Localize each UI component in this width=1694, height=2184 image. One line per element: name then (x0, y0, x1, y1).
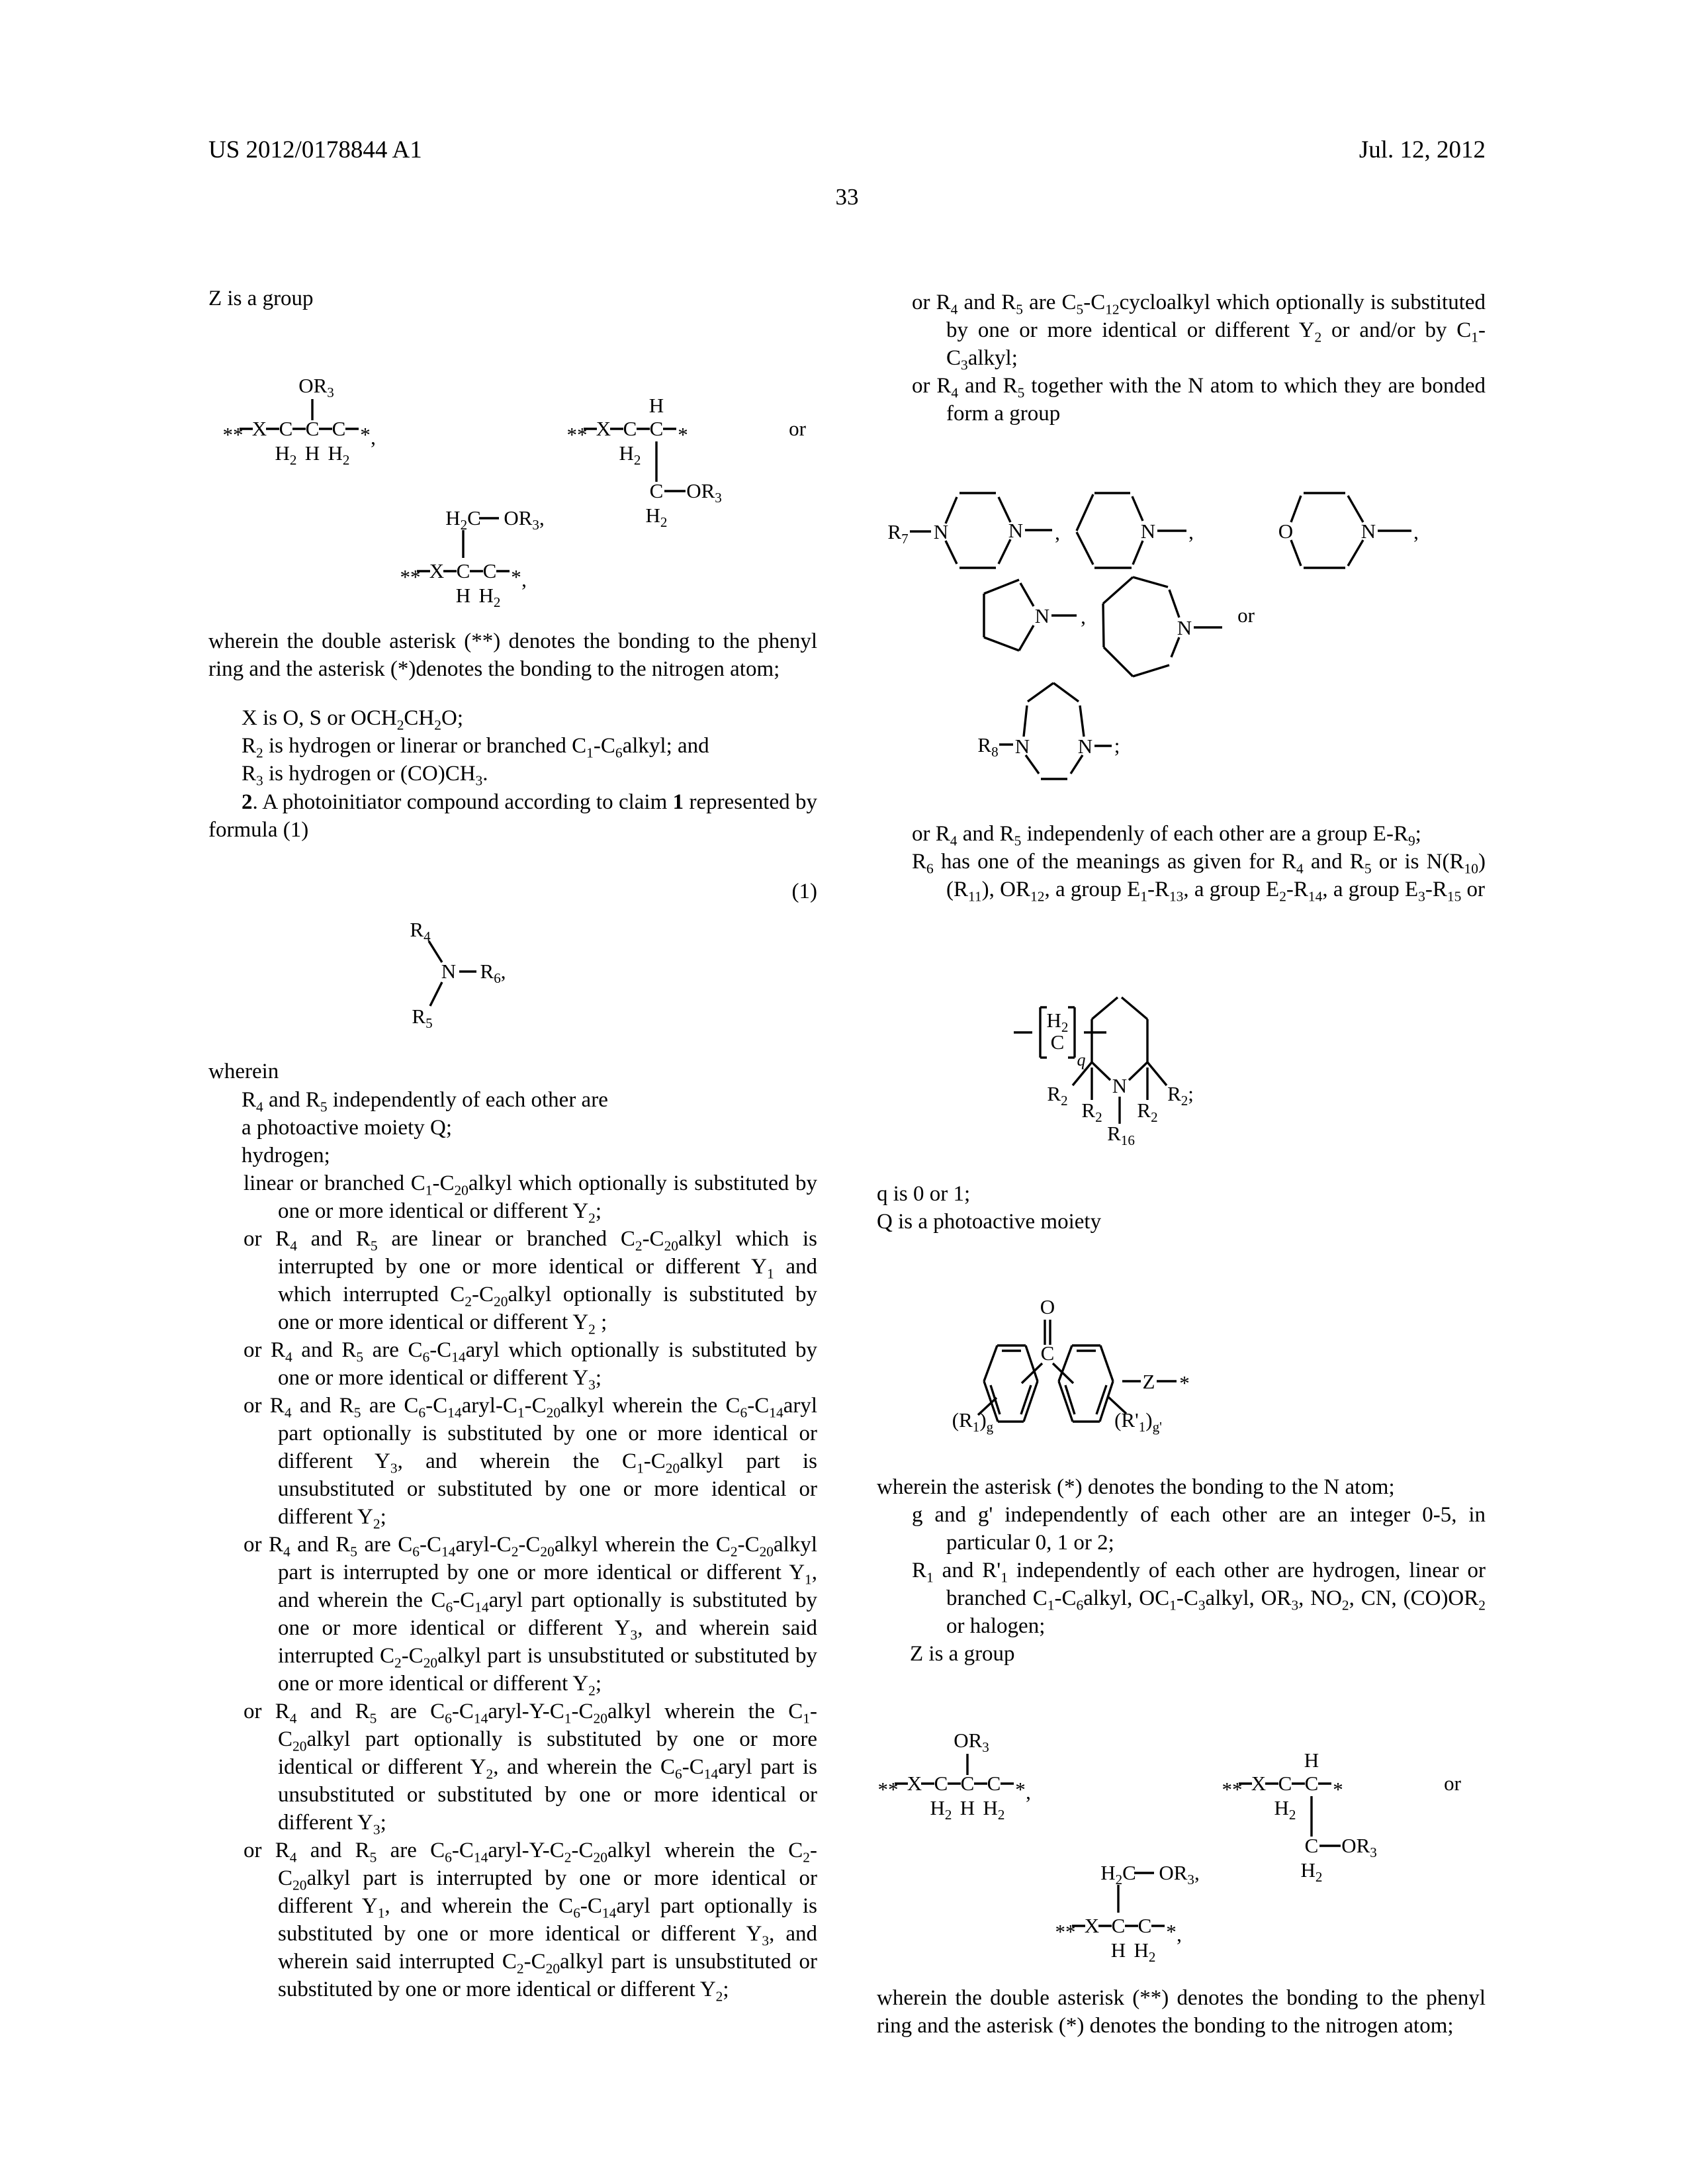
asterisk-notes-and-z (877, 1473, 1486, 1668)
atom-label: $R_2$ (1137, 1099, 1158, 1125)
atom-label: $H_2$ (1300, 1858, 1323, 1885)
atom-label: N (1112, 1074, 1128, 1097)
definitions-x-r2-r3-line: $R_3$ is hydrogen or $(CO)CH_3$. (242, 762, 488, 789)
bond-line (1171, 637, 1179, 657)
atom-label: X (251, 417, 267, 440)
atom-label: X (596, 417, 611, 440)
e-r9-r6-clauses-line: $R_6$ has one of the meanings as given for $R_4$ and $R_5$ or is $N(R_{10})(R_{11})$, $OR_{12}$, a group $E_1-R_{13}$, a group $E_2-R_{14}$, a group $E_3-R_{15}$ or (912, 850, 1486, 905)
r4-r5-definitions-line: a photoactive moiety Q; (242, 1116, 452, 1140)
piperidine-q-structure (1006, 979, 1204, 1152)
atom-label: ** (877, 1778, 899, 1801)
z-group-note (208, 627, 817, 683)
atom-label: C (332, 417, 346, 440)
atom-label: $H_2$ (275, 441, 297, 468)
bond-line (1026, 1345, 1038, 1381)
cycloalkyl-clauses-line: or $R_4$ and $R_5$ are $C_5-C_{12}cycloalkyl$ which optionally is substituted by one or more identical or different $Y_2$ or and/or by $C_1-C_3alkyl$; (912, 291, 1486, 373)
bond-line (1053, 1363, 1073, 1383)
bond-line (1021, 1385, 1031, 1414)
atom-label: or (789, 417, 806, 440)
bond-line (1147, 1062, 1167, 1085)
atom-label: C (279, 417, 293, 440)
bond-line (429, 941, 442, 962)
definitions-x-r2-r3-line: X is O, S or $OCH_2CH_2O$; (242, 706, 463, 733)
atom-label: , (1026, 1780, 1031, 1803)
atom-label: C (305, 417, 320, 440)
cycloalkyl-clauses-line: or $R_4$ and $R_5$ together with the N atom to which they are bonded form a group (912, 374, 1486, 426)
atom-label: N (933, 520, 949, 543)
atom-label: $R_7$ (887, 520, 909, 547)
bond-line (1133, 577, 1168, 587)
r4-r5-definitions (208, 1086, 817, 2003)
asterisk-notes-and-z-line: $R_1$ and $R'_1$ independently of each other are hydrogen, linear or branched $C_1-C_6alkyl$, $OC_1-C_3alkyl$, $OR_3$, $NO_2$, CN, $(CO)OR_2$ or halogen; (912, 1559, 1486, 1638)
atom-label: $H_2$ (645, 504, 668, 530)
atom-label: $H_2$ (478, 584, 501, 610)
r4-r5-definitions-line: hydrogen; (242, 1144, 330, 1167)
bond-line (1077, 532, 1093, 565)
atom-label: N (441, 960, 457, 983)
asterisk-notes-and-z-line: Z is a group (910, 1642, 1015, 1666)
atom-label: N (1360, 520, 1376, 543)
atom-label: C (960, 1772, 975, 1795)
atom-label: $R_8$ (977, 733, 999, 760)
atom-label: C (1278, 1772, 1292, 1795)
bond-line (984, 637, 1019, 651)
r4-r5-definitions-line: or $R_4$ and $R_5$ are $C_6-C_{14}aryl-Y-C_2-C_{20}alkyl$ wherein the $C_2-C_{20}alkyl$ part is interrupted by one or more identical or different $Y_1$, and wherein the $C_6-C_{14}aryl$ part optionally is substituted by one or more identical or different $Y_3$, and wherein said interrupted $C_2-C_{20}alkyl$ part is unsubstituted or substituted by one or more identical or different $Y_2$; (244, 1839, 818, 2005)
claim-2-line: 2. A photoinitiator compound according to claim 1 represented by formula (1) (208, 790, 818, 842)
atom-label: or (1444, 1772, 1461, 1795)
formula-1-label (695, 878, 817, 905)
atom-label: ** (1055, 1920, 1076, 1943)
r4-r5-definitions-line: $R_4$ and $R_5$ independently of each other are (242, 1088, 608, 1115)
atom-label: , (521, 568, 527, 591)
atom-label: * (1166, 1920, 1177, 1943)
atom-label: C (1040, 1342, 1055, 1365)
r4-r5-definitions-line: or $R_4$ and $R_5$ are $C_6-C_{14}aryl-Y-C_1-C_{20}alkyl$ wherein the $C_1-C_{20}alkyl$ part optionally is substituted by one or more identical or different $Y_2$, and wherein the $C_6-C_{14}aryl$ part is unsubstituted or substituted by one or more identical or different $Y_3$; (244, 1700, 817, 1838)
bond-line (1024, 705, 1027, 737)
atom-label: ** (1222, 1778, 1243, 1801)
q-definition (877, 1180, 1486, 1236)
z-group-note-line: wherein the double asterisk (**) denotes the bonding to the phenyl ring and the asterisk (*)denotes the bonding to the nitrogen atom; (208, 629, 817, 681)
e-r9-r6-clauses (877, 820, 1486, 903)
bond-line (946, 541, 957, 564)
bond-line (1103, 604, 1104, 647)
atom-label: N (1014, 735, 1030, 758)
atom-label: * (511, 565, 521, 588)
atom-label: $H_2$ (1274, 1796, 1296, 1823)
q-definition-line: q is 0 or 1; (877, 1182, 971, 1206)
bond-line (1132, 496, 1143, 521)
atom-label: ** (400, 565, 421, 588)
atom-label: X (1251, 1772, 1267, 1795)
atom-label: , (1055, 521, 1060, 544)
atom-label: $OR_3$ (298, 374, 334, 400)
atom-label: N (1008, 519, 1024, 542)
atom-label: C (1050, 1030, 1065, 1054)
atom-label: $H_2$ (930, 1796, 952, 1823)
bond-line (1020, 583, 1034, 606)
atom-label: $R_2$ (1047, 1082, 1068, 1109)
atom-label: $(R_1)_g$ (952, 1408, 994, 1435)
z-group-intro-line: Z is a group (208, 287, 314, 310)
atom-label: H (455, 584, 471, 607)
atom-label: $H_2C$ (445, 506, 481, 533)
atom-label: X (1084, 1914, 1100, 1937)
atom-label: C (456, 559, 470, 582)
bond-line (1348, 540, 1363, 566)
bond-line (1019, 625, 1034, 651)
atom-label: $H_2$ (1046, 1009, 1069, 1035)
z-group-intro (208, 285, 817, 312)
atom-label: $H_2$ (1134, 1938, 1156, 1965)
atom-label: or (1237, 604, 1255, 627)
atom-label: $R_2$ (1081, 1099, 1102, 1125)
atom-label: ; (1114, 734, 1120, 757)
atom-label: H (1110, 1938, 1126, 1962)
atom-label: C (623, 417, 637, 440)
bond-line (1133, 665, 1169, 676)
atom-label: $R_2$; (1167, 1082, 1194, 1109)
atom-label: N (1077, 735, 1093, 758)
atom-label: C (987, 1772, 1001, 1795)
benzophenone-structure (946, 1297, 1251, 1456)
bond-line (1348, 496, 1363, 522)
atom-label: * (678, 423, 688, 446)
atom-label: C (649, 417, 664, 440)
atom-label: $OR_3$, (1159, 1861, 1200, 1888)
atom-label: $R_6$, (480, 960, 506, 986)
atom-label: $H_2$ (328, 441, 350, 468)
atom-label: Z (1142, 1370, 1155, 1393)
atom-label: , (371, 426, 376, 449)
atom-label: C (649, 479, 664, 502)
atom-label: $H_2$ (983, 1796, 1005, 1823)
definitions-x-r2-r3-line: $R_2$ is hydrogen or linerar or branched $C_1-C_6alkyl$; and (242, 734, 709, 761)
claim-2 (208, 788, 817, 844)
bond-line (984, 1345, 997, 1381)
atom-label: $R_5$ (412, 1005, 433, 1031)
bond-line (984, 580, 1019, 594)
atom-label: O (1278, 520, 1294, 543)
bond-line (1291, 540, 1301, 566)
atom-label: C (1304, 1834, 1319, 1857)
z-group-note-bottom-line: wherein the double asterisk (**) denotes the bonding to the phenyl ring and the asterisk (*) denotes the bonding to the nitrogen atom; (877, 1986, 1486, 2038)
formula-1-amine (397, 913, 675, 1039)
atom-label: N (1034, 604, 1050, 627)
bond-line (1104, 647, 1133, 676)
asterisk-notes-and-z-line: wherein the asterisk (*) denotes the bonding to the N atom; (877, 1475, 1395, 1499)
bond-line (1026, 755, 1039, 774)
bond-line (1065, 1385, 1075, 1414)
bond-line (1291, 496, 1301, 522)
page-header (208, 136, 1486, 164)
atom-label: $R_{16}$ (1107, 1122, 1135, 1148)
atom-label: C (1137, 1914, 1152, 1937)
bond-line (1122, 997, 1147, 1019)
bond-line (1071, 755, 1083, 774)
bond-line (1080, 705, 1084, 737)
atom-label: , (1081, 605, 1086, 628)
atom-label: , (1413, 520, 1419, 543)
atom-label: H (959, 1796, 975, 1819)
bond-line (1103, 577, 1133, 604)
atom-label: C (1111, 1914, 1126, 1937)
atom-label: q (1077, 1050, 1086, 1069)
formula-1-label-line: (1) (791, 880, 817, 903)
q-definition-line: Q is a photoactive moiety (877, 1210, 1102, 1234)
page-number: 33 (835, 184, 859, 210)
atom-label: ** (222, 423, 244, 446)
atom-label: C (482, 559, 497, 582)
bond-line (430, 982, 442, 1006)
atom-label: $(R'_1)_{g'}$ (1114, 1408, 1162, 1435)
atom-label: C (1304, 1772, 1319, 1795)
atom-label: $OR_3$ (686, 479, 722, 506)
bond-line (1096, 1385, 1106, 1414)
r4-r5-definitions-line: or $R_4$ and $R_5$ are $C_6-C_{14}aryl-C_2-C_{20}alkyl$ wherein the $C_2-C_{20}alkyl$ part is interrupted by one or more identical or different $Y_1$, and wherein the $C_6-C_{14}aryl$ part optionally is substituted by one or more identical or different $Y_3$, and wherein said interrupted $C_2-C_{20}alkyl$ part is unsubstituted or substituted by one or more identical or different $Y_2$; (244, 1533, 817, 1699)
r4-r5-definitions-line: or $R_4$ and $R_5$ are $C_6-C_{14}aryl$ which optionally is substituted by one or more identical or different $Y_3$; (244, 1338, 817, 1393)
bond-line (1077, 494, 1093, 531)
bond-line (1129, 1062, 1147, 1080)
r4-r5-definitions-line: or $R_4$ and $R_5$ are linear or branched $C_2-C_{20}alkyl$ which is interrupted by one or more identical or different $Y_1$ and which interrupted $C_2-C_{20}alkyl$ optionally is substituted by one or more identical or different $Y_2$ ; (244, 1227, 817, 1338)
wherein-lead-line: wherein (208, 1060, 279, 1083)
bond-line (946, 497, 957, 523)
r4-r5-definitions-line: or $R_4$ and $R_5$ are $C_6-C_{14}aryl-C_1-C_{20}alkyl$ wherein the $C_6-C_{14}aryl$ part optionally is substituted by one or more identical or different $Y_3$, and wherein the $C_1-C_{20}alkyl$ part is unsubstituted or substituted by one or more identical or different $Y_2$; (244, 1394, 818, 1532)
atom-label: X (429, 559, 445, 582)
atom-label: * (1015, 1778, 1026, 1801)
atom-label: $OR_3$ (954, 1729, 989, 1755)
z-group-note-bottom (877, 1984, 1486, 2040)
r4-r5-definitions-line: linear or branched $C_1-C_{20}alkyl$ which optionally is substituted by one or more identical or different $Y_2$; (244, 1171, 817, 1226)
bond-line (1092, 997, 1118, 1019)
definitions-x-r2-r3 (208, 704, 817, 788)
atom-label: H (1304, 1749, 1319, 1772)
z-group-structures-top (222, 361, 827, 625)
atom-label: * (1179, 1371, 1190, 1394)
atom-label: N (1140, 520, 1156, 543)
n-heterocycle-rings (880, 480, 1489, 797)
publication-number: US 2012/0178844 A1 (208, 136, 422, 163)
wherein-lead (208, 1058, 817, 1085)
atom-label: ** (566, 423, 588, 446)
atom-label: $R_4$ (410, 918, 431, 944)
asterisk-notes-and-z-line: g and g' independently of each other are an integer 0-5, in particular 0, 1 or 2; (912, 1503, 1486, 1555)
bond-line (1169, 590, 1179, 617)
atom-label: N (1177, 616, 1192, 639)
atom-label: $OR_3$, (504, 506, 545, 533)
atom-label: , (1188, 520, 1194, 543)
bond-line (1028, 683, 1053, 702)
atom-label: $H_2$ (619, 441, 641, 468)
atom-label: * (360, 423, 371, 446)
bond-line (1092, 1062, 1110, 1080)
bond-line (1053, 683, 1079, 702)
atom-label: H (304, 441, 320, 465)
cycloalkyl-clauses (877, 289, 1486, 428)
atom-label: $H_2C$ (1100, 1861, 1136, 1888)
e-r9-r6-clauses-line: or $R_4$ and $R_5$ independenly of each other are a group $E-R_9$; (912, 822, 1421, 849)
atom-label: * (1333, 1778, 1343, 1801)
bond-line (999, 539, 1010, 564)
bond-line (1133, 541, 1143, 565)
atom-label: X (907, 1772, 922, 1795)
atom-label: O (1040, 1295, 1055, 1318)
bond-line (1100, 1345, 1113, 1381)
publication-date: Jul. 12, 2012 (1359, 136, 1486, 163)
z-group-structures-bottom (877, 1715, 1482, 1980)
atom-label: $OR_3$ (1341, 1834, 1377, 1860)
atom-label: H (648, 394, 664, 417)
atom-label: C (934, 1772, 948, 1795)
atom-label: , (1177, 1923, 1182, 1946)
